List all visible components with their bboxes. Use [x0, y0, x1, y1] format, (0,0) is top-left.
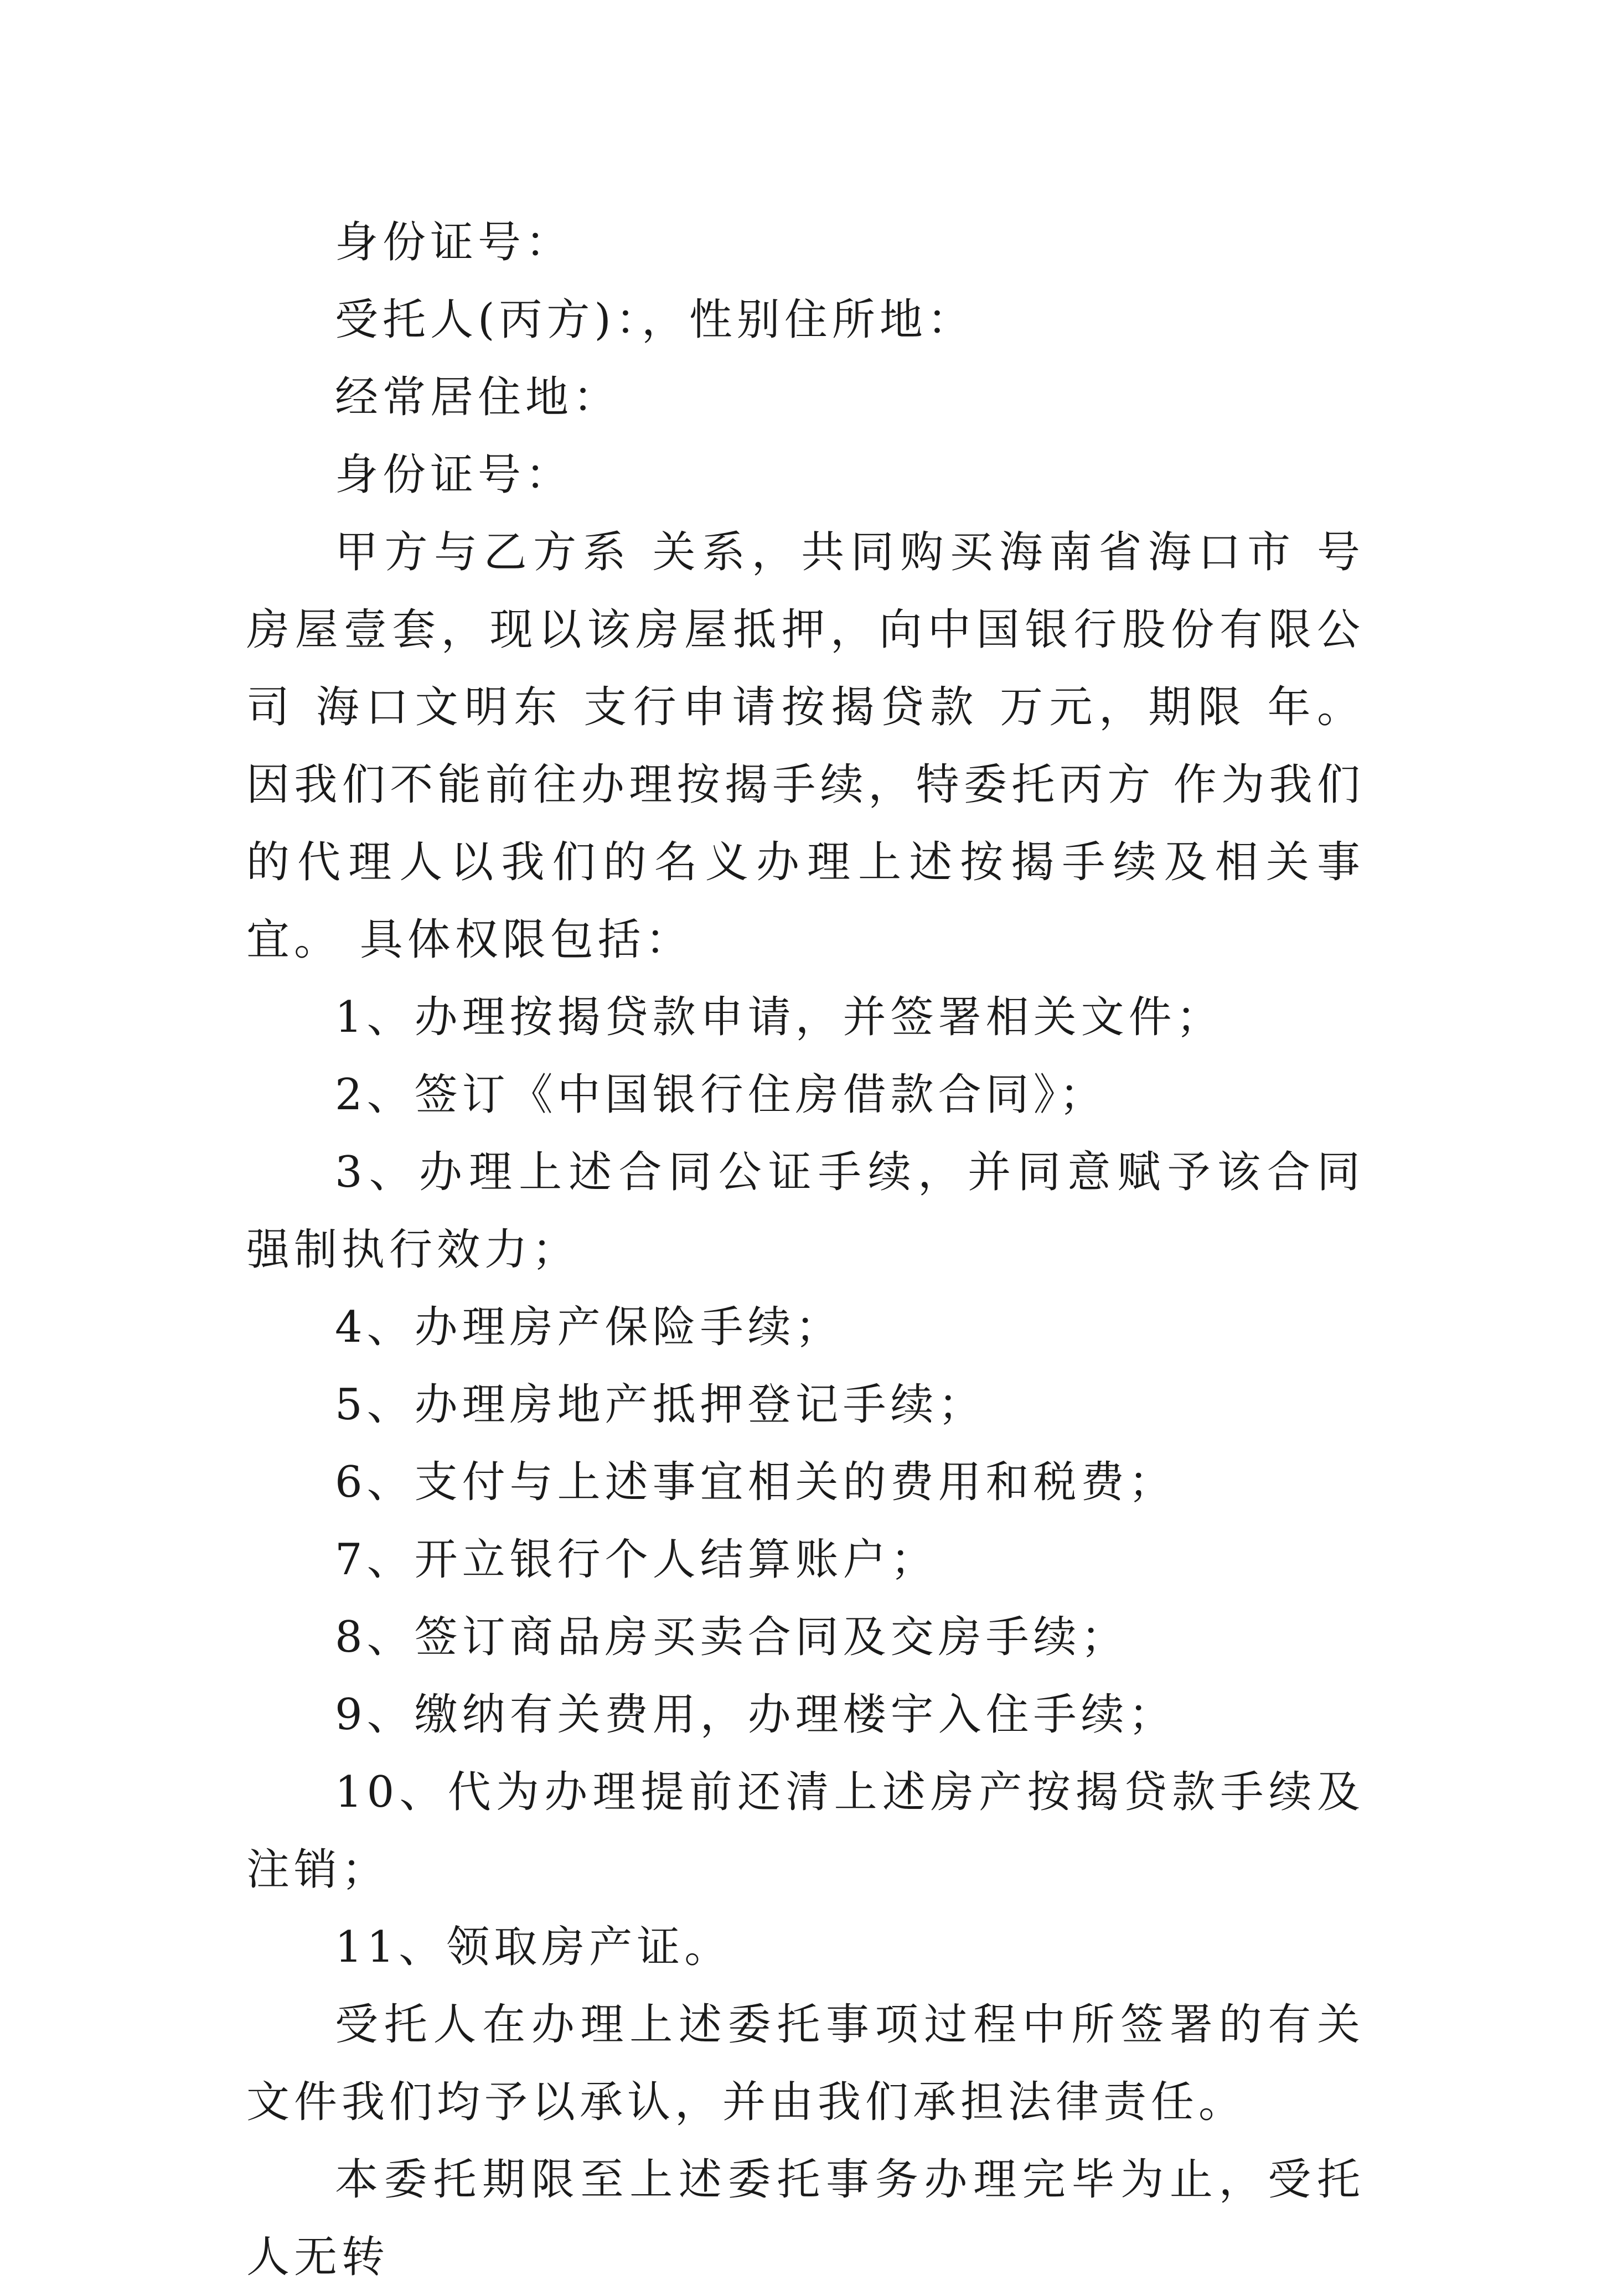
- list-item-2: 2、签订《中国银行住房借款合同》；: [335, 1070, 1107, 1120]
- document-body: [246, 204, 1365, 2296]
- paragraph-residence: 经常居住地：: [335, 373, 621, 422]
- paragraph-id-number-2: 身份证号：: [335, 450, 573, 500]
- paragraph-term: 本委托期限至上述委托事务办理完毕为止，受托人无转: [246, 2155, 1365, 2282]
- list-item-9: 9、缴纳有关费用，办理楼宇入住手续；: [335, 1690, 1176, 1740]
- list-item-5: 5、办理房地产抵押登记手续；: [335, 1380, 986, 1430]
- list-item-4: 4、办理房产保险手续；: [335, 1302, 843, 1352]
- list-item-6: 6、支付与上述事宜相关的费用和税费；: [335, 1457, 1176, 1507]
- paragraph-acknowledgement: 受托人在办理上述委托事项过程中所签署的有关文件我们均予以承认，并由我们承担法律责任。: [246, 2000, 1365, 2127]
- paragraph-id-number-1: 身份证号：: [335, 218, 573, 267]
- list-item-10: 10、代为办理提前还清上述房产按揭贷款手续及注销；: [246, 1767, 1365, 1895]
- list-item-8: 8、签订商品房买卖合同及交房手续；: [335, 1612, 1129, 1662]
- list-item-3: 3、办理上述合同公证手续，并同意赋予该合同强制执行效力；: [246, 1147, 1365, 1275]
- paragraph-trustee: 受托人(丙方)：，性别住所地：: [335, 295, 975, 345]
- list-item-1: 1、办理按揭贷款申请，并签署相关文件；: [335, 992, 1224, 1042]
- paragraph-main-statement: 甲方与乙方系 关系，共同购买海南省海口市 号房屋壹套，现以该房屋抵押，向中国银行股份有限公司 海口文明东 支行申请按揭贷款 万元，期限 年。因我们不能前往办理按揭手续，特委托丙方 作为我们的代理人以我们的名义办理上述按揭手续及相关事宜。 具体权限包括：: [246, 528, 1365, 965]
- list-item-11: 11、领取房产证。: [335, 1922, 732, 1972]
- list-item-7: 7、开立银行个人结算账户；: [335, 1535, 938, 1585]
